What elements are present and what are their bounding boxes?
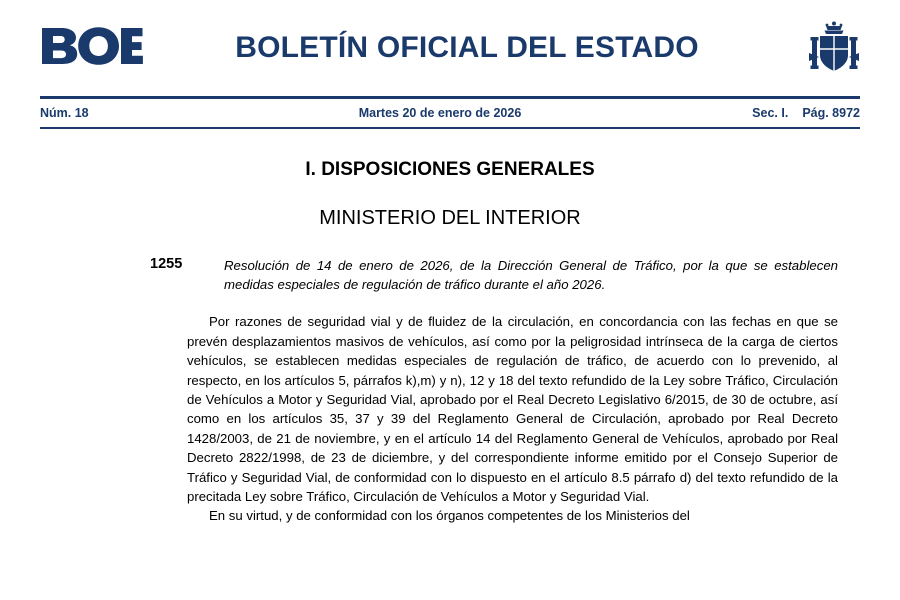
issue-number: Núm. 18 xyxy=(40,106,89,120)
ministry-title: MINISTERIO DEL INTERIOR xyxy=(319,207,581,229)
section-title: I. DISPOSICIONES GENERALES xyxy=(305,159,595,180)
issue-section-page xyxy=(660,106,860,120)
spanish-coat-of-arms-icon xyxy=(790,20,860,76)
boe-logo xyxy=(40,26,144,70)
document-content xyxy=(40,129,860,526)
body-paragraph: En su virtud, y de conformidad con los órganos competentes de los Ministerios del xyxy=(209,508,690,524)
issue-date: Martes 20 de enero de 2026 xyxy=(358,106,522,120)
document-body xyxy=(187,312,860,525)
masthead-title: BOLETÍN OFICIAL DEL ESTADO xyxy=(235,31,699,64)
masthead xyxy=(0,0,900,96)
entry-number: 1255 xyxy=(150,256,183,272)
entry-summary: Resolución de 14 de enero de 2026, de la Dirección General de Tráfico, por la que se establecen medidas especiales de regulación de tráfico durante el año 2026. xyxy=(224,258,838,293)
section-label: Sec. I. xyxy=(752,106,789,120)
page-label: Pág. 8972 xyxy=(802,106,860,120)
body-paragraph: Por razones de seguridad vial y de fluidez de la circulación, en concordancia con las fechas en que se prevén desplazamientos masivos de vehículos, así como por la peligrosidad intrínseca de la carga de ciertos vehículos, se establecen medidas especiales de regulación de tráfico, de acuerdo con lo prevenido, al respecto, en los artículos 5, párrafos k),m) y n), 12 y 18 del texto refundido de la Ley sobre Tráfico, Circulación de Vehículos a Motor y Seguridad Vial, aprobado por el Real Decreto Legislativo 6/2015, de 30 de octubre, así como en los artículos 35, 37 y 39 del Reglamento General de Circulación, aprobado por Real Decreto 1428/2003, de 21 de noviembre, y en el artículo 14 del Reglamento General de Vehículos, aprobado por Real Decreto 2822/1998, de 23 de diciembre, y del correspondiente informe emitido por el Consejo Superior de Tráfico y Seguridad Vial, de conformidad con lo dispuesto en el artículo 8.5 párrafo d) del texto refundido de la precitada Ley sobre Tráfico, Circulación de Vehículos a Motor y Seguridad Vial. xyxy=(187,314,838,504)
issue-infobar xyxy=(40,99,860,127)
document-entry xyxy=(40,256,860,294)
